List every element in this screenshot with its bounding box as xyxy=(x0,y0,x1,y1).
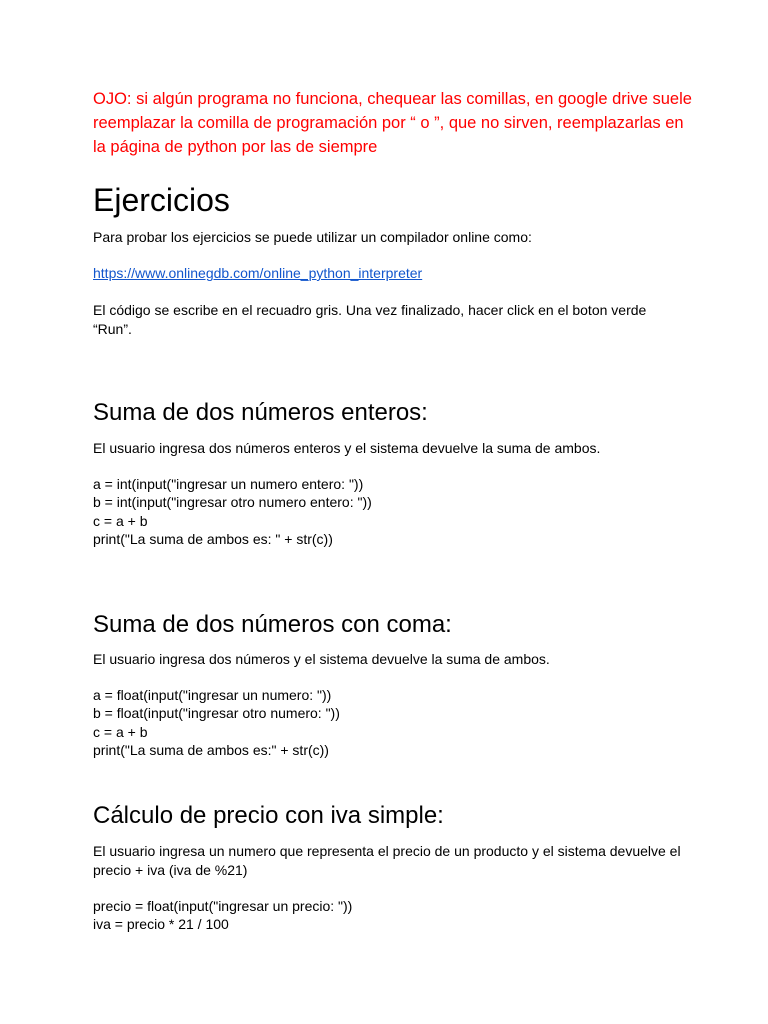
section-heading-price-iva: Cálculo de precio con iva simple: xyxy=(93,802,444,829)
code-line: iva = precio * 21 / 100 xyxy=(93,916,229,933)
code-line: precio = float(input("ingresar un precio: ")) xyxy=(93,898,353,914)
page-title: Ejercicios xyxy=(93,182,230,218)
section-description-integer-sum: El usuario ingresa dos números enteros y el sistema devuelve la suma de ambos. xyxy=(93,440,601,456)
code-block-integer-sum xyxy=(93,475,372,548)
code-line: a = float(input("ingresar un numero: ")) xyxy=(93,687,332,703)
code-block-float-sum xyxy=(93,686,340,759)
code-line: b = int(input("ingresar otro numero entero: ")) xyxy=(93,494,372,511)
intro-text: Para probar los ejercicios se puede utilizar un compilador online como: xyxy=(93,229,532,245)
code-line: c = a + b xyxy=(93,512,148,529)
code-line: b = float(input("ingresar otro numero: ")) xyxy=(93,705,340,722)
link-paragraph xyxy=(93,264,693,283)
code-line: a = int(input("ingresar un numero entero: ")) xyxy=(93,476,364,492)
instructions-text: El código se escribe en el recuadro gris. Una vez finalizado, hacer click en el boton verde “Run”. xyxy=(93,302,647,337)
section-heading-integer-sum: Suma de dos números enteros: xyxy=(93,399,428,426)
code-line: print("La suma de ambos es: " + str(c)) xyxy=(93,530,333,547)
warning-note: OJO: si algún programa no funciona, chequear las comillas, en google drive suele reemplazar la comilla de programación por “ o ”, que no sirven, reemplazarlas en la página de python por las de siempre xyxy=(93,90,692,156)
code-block-price-iva xyxy=(93,897,352,934)
compiler-link[interactable]: https://www.onlinegdb.com/online_python_interpreter xyxy=(93,265,423,281)
section-description-float-sum: El usuario ingresa dos números y el sistema devuelve la suma de ambos. xyxy=(93,651,550,667)
code-line: print("La suma de ambos es:" + str(c)) xyxy=(93,741,329,758)
section-heading-float-sum: Suma de dos números con coma: xyxy=(93,611,452,638)
code-line: c = a + b xyxy=(93,723,148,740)
section-description-price-iva: El usuario ingresa un numero que representa el precio de un producto y el sistema devuelve el precio + iva (iva de %21) xyxy=(93,843,681,878)
